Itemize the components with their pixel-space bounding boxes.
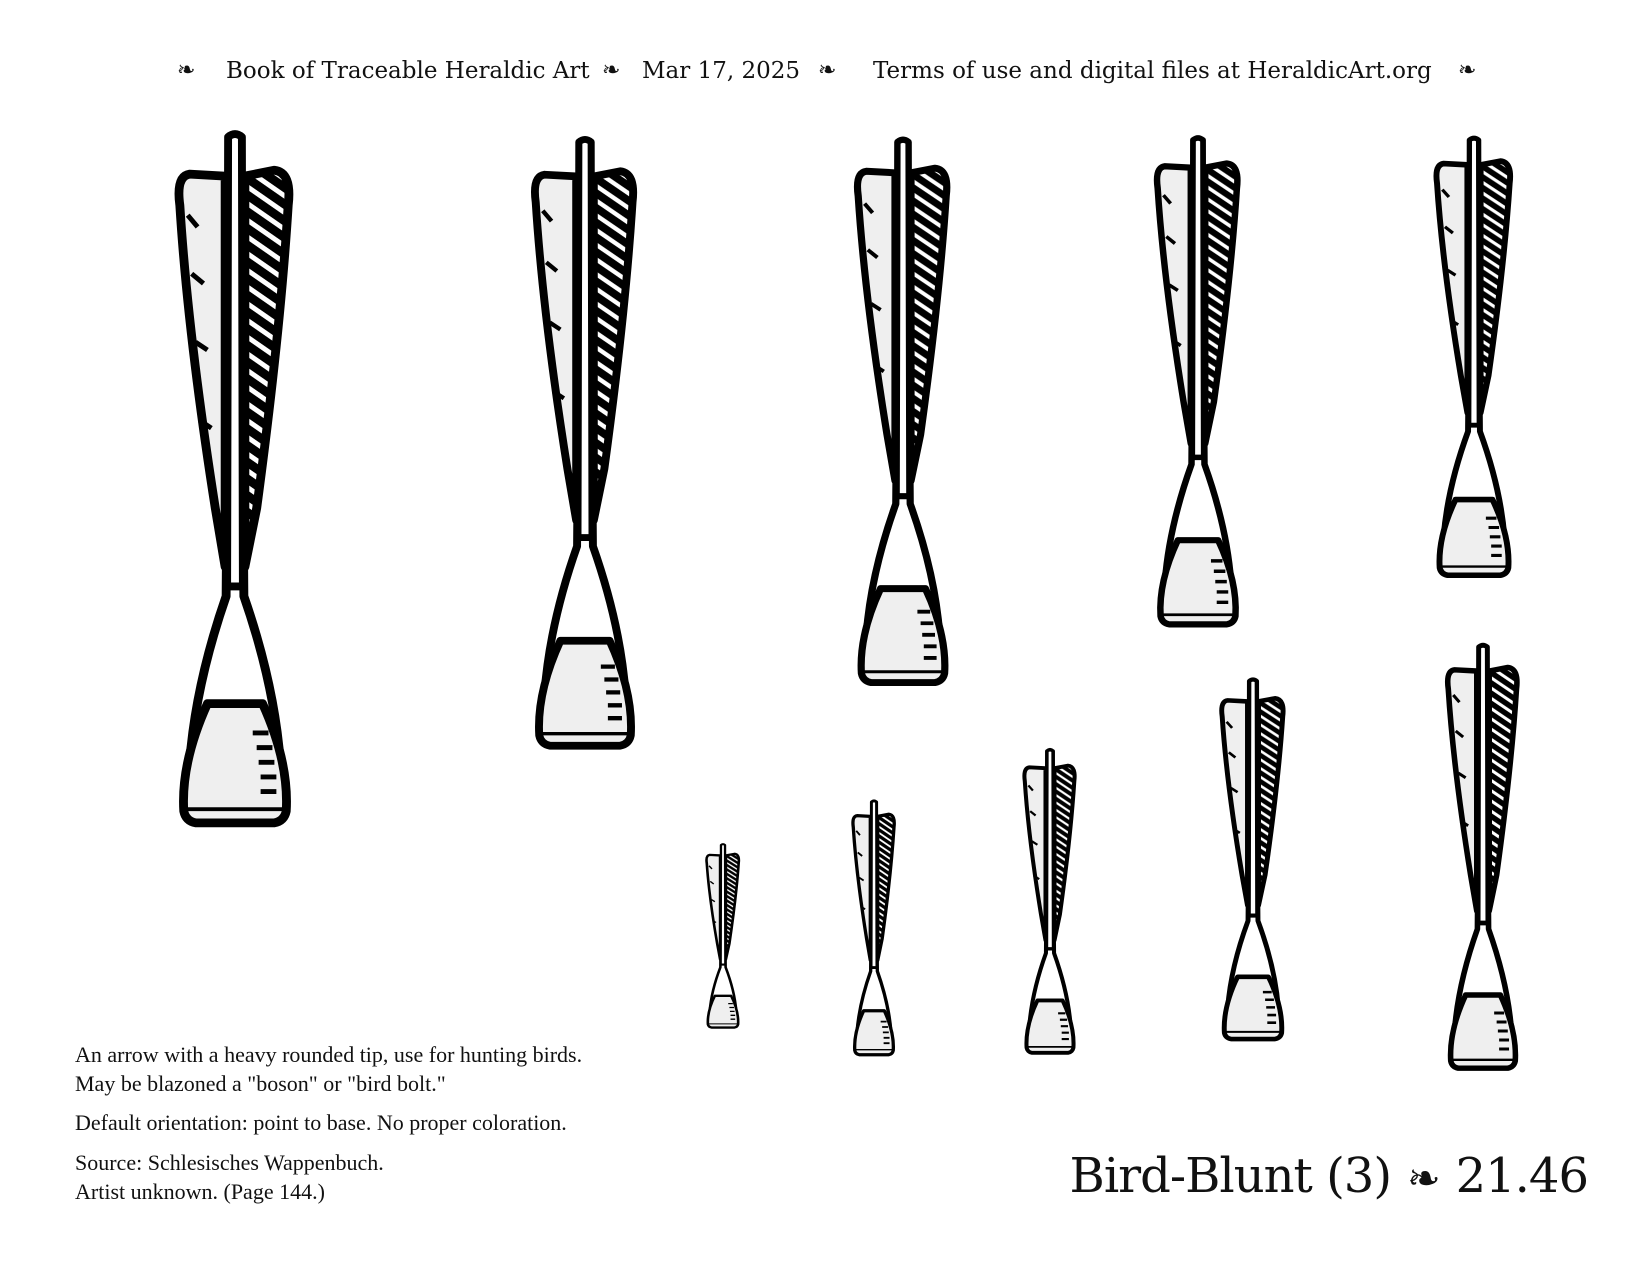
arrow-figure xyxy=(1157,138,1237,624)
header-fleuron: ❧ xyxy=(177,58,196,83)
header-fleuron: ❧ xyxy=(1458,58,1477,83)
description-line: May be blazoned a "boson" or "bird bolt." xyxy=(75,1071,446,1096)
header-fleuron: ❧ xyxy=(818,58,837,83)
artist-line: Artist unknown. (Page 144.) xyxy=(75,1179,325,1204)
book-title: Book of Traceable Heraldic Art xyxy=(226,58,590,84)
arrow-figure xyxy=(1222,679,1283,1039)
description-line: An arrow with a heavy rounded tip, use for hunting birds. xyxy=(75,1042,583,1067)
orientation-text: Default orientation: point to base. No proper coloration. xyxy=(75,1110,567,1135)
header-fleuron: ❧ xyxy=(602,58,621,83)
description-text xyxy=(75,1040,582,1098)
source-line: Source: Schlesisches Wappenbuch. xyxy=(75,1150,384,1175)
plate-title xyxy=(1070,1148,1588,1218)
plate-number: 21.46 xyxy=(1455,1148,1588,1204)
arrow-figure xyxy=(1448,645,1517,1068)
arrow-figure xyxy=(857,140,946,683)
header-date: Mar 17, 2025 xyxy=(642,58,800,84)
source-text xyxy=(75,1148,384,1206)
arrow-figure xyxy=(1024,750,1074,1053)
terms-link[interactable]: Terms of use and digital files at HeraldicArt.org xyxy=(873,58,1432,84)
arrow-figure xyxy=(707,844,739,1027)
plate-name: Bird-Blunt (3) xyxy=(1069,1148,1392,1204)
arrow-figure xyxy=(179,134,289,823)
arrow-figure xyxy=(535,139,633,745)
title-fleuron: ❧ xyxy=(1407,1156,1440,1202)
arrow-figure xyxy=(1436,138,1510,575)
arrow-figure xyxy=(853,801,894,1055)
